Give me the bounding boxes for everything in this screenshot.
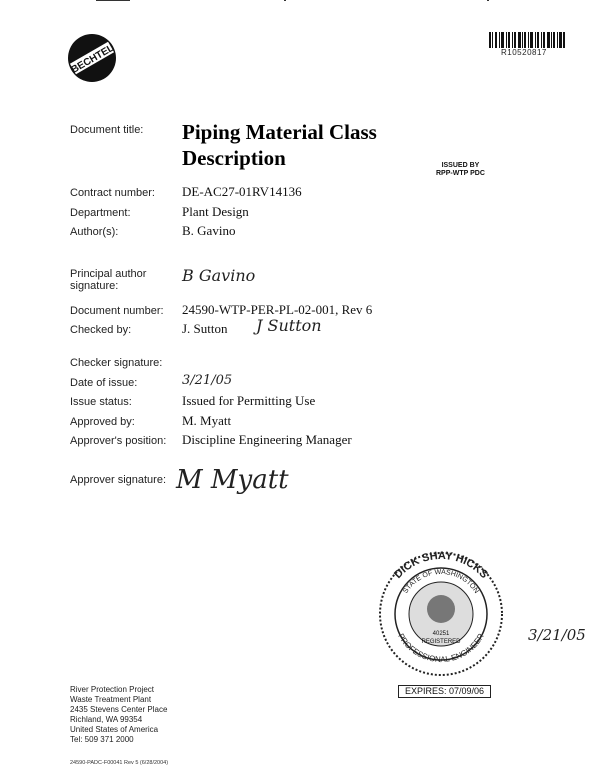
- seal-expires: EXPIRES: 07/09/06: [398, 685, 491, 698]
- approved-by-label: Approved by:: [70, 416, 135, 428]
- scan-mark: [487, 0, 489, 1]
- authors-value: B. Gavino: [182, 223, 236, 238]
- seal-handwritten-date: 3/21/05: [528, 626, 586, 644]
- checked-by-label: Checked by:: [70, 324, 132, 336]
- issue-status-label: Issue status:: [70, 396, 132, 408]
- contract-number-label: Contract number:: [70, 187, 155, 199]
- issue-status-value: Issued for Permitting Use: [182, 393, 316, 408]
- address-line: United States of America: [70, 725, 159, 734]
- document-title-line1: Piping Material Class: [182, 120, 377, 144]
- date-of-issue-value: 3/21/05: [182, 373, 233, 388]
- address-line: Richland, WA 99354: [70, 715, 143, 724]
- issued-by-line2: RPP-WTP PDC: [436, 170, 485, 177]
- scan-line: [96, 0, 130, 1]
- document-number-value: 24590-WTP-PER-PL-02-001, Rev 6: [182, 302, 373, 317]
- department-label: Department:: [70, 207, 131, 219]
- checker-signature-label: Checker signature:: [70, 357, 163, 369]
- address-line: 2435 Stevens Center Place: [70, 705, 168, 714]
- issued-by-line1: ISSUED BY: [441, 162, 480, 169]
- approvers-position-value: Discipline Engineering Manager: [182, 432, 352, 447]
- principal-author-signature-label: Principal author signature:: [70, 268, 147, 292]
- seal-registered: REGISTERED: [421, 639, 461, 645]
- checked-by-value: J. Sutton: [182, 321, 228, 336]
- form-number: 24590-PADC-F00041 Rev 5 (6/28/2004): [70, 760, 169, 766]
- seal-profession: PROFESSIONAL ENGINEER: [396, 631, 486, 665]
- contract-number-value: DE-AC27-01RV14136: [182, 184, 302, 199]
- address-line: Waste Treatment Plant: [70, 695, 152, 704]
- barcode-number: R10520817: [501, 48, 547, 57]
- footer-address: [70, 685, 167, 745]
- principal-author-signature: B Gavino: [182, 266, 256, 285]
- seal-name: DICK SHAY HICKS: [391, 551, 491, 581]
- approver-signature: M Myatt: [176, 465, 289, 495]
- document-title-line2: Description: [182, 146, 286, 170]
- authors-label: Author(s):: [70, 226, 119, 238]
- approver-signature-label: Approver signature:: [70, 474, 166, 486]
- seal-state: STATE OF WASHINGTON: [402, 568, 480, 595]
- document-title-label: Document title:: [70, 124, 144, 136]
- address-line: Tel: 509 371 2000: [70, 735, 134, 744]
- scan-mark: [284, 0, 286, 1]
- department-value: Plant Design: [182, 204, 249, 219]
- barcode: [489, 32, 565, 48]
- checker-signature: J Sutton: [256, 316, 322, 335]
- engineer-seal: [378, 551, 504, 677]
- bechtel-logo: [66, 32, 118, 84]
- seal-number: 40251: [432, 631, 450, 637]
- svg-text:BECHTEL: BECHTEL: [69, 42, 116, 76]
- address-line: River Protection Project: [70, 685, 155, 694]
- issued-by-stamp: [436, 162, 485, 178]
- date-of-issue-label: Date of issue:: [70, 377, 138, 389]
- approvers-position-label: Approver's position:: [70, 435, 167, 447]
- approved-by-value: M. Myatt: [182, 413, 232, 428]
- document-number-label: Document number:: [70, 305, 164, 317]
